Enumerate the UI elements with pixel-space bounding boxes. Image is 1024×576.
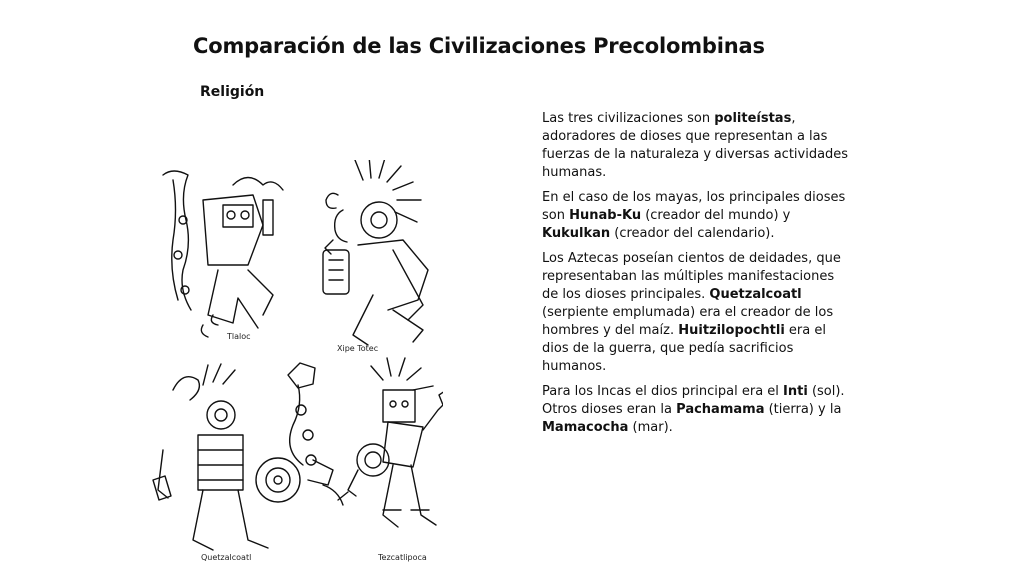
text-run: (serpiente emplumada) era el creador de los hombres y del maíz.: [542, 305, 834, 338]
slide-title: Comparación de las Civilizaciones Precolombinas: [193, 34, 765, 58]
text-run: (sol). Otros dioses eran la: [542, 384, 845, 417]
religion-text-column: [542, 110, 852, 444]
text-run: (mar).: [628, 420, 673, 435]
text-run: Para los Incas el dios principal era el: [542, 384, 784, 399]
text-run: (tierra) y la: [764, 402, 842, 417]
xipe-totec-figure: [323, 160, 428, 345]
deities-drawing: [143, 160, 443, 570]
quetzalcoatl-figure: [153, 363, 348, 550]
paragraph-mayas: [542, 189, 852, 243]
text-bold: Inti: [783, 384, 808, 399]
text-bold: Quetzalcoatl: [709, 287, 802, 302]
text-run: (creador del calendario).: [610, 226, 775, 241]
text-bold: Mamacocha: [542, 420, 629, 435]
text-run: , adoradores de dioses que representan a las fuerzas de la naturaleza y diversas actividades humanas.: [542, 111, 849, 180]
text-bold: Kukulkan: [542, 226, 611, 241]
caption-xipe-totec: Xipe Totec: [337, 344, 379, 353]
caption-quetzalcoatl: Quetzalcoatl: [201, 553, 252, 562]
tezcatlipoca-figure: [348, 358, 443, 527]
text-run: En el caso de los mayas, los principales dioses son: [542, 190, 846, 223]
text-run: (creador del mundo) y: [641, 208, 791, 223]
text-bold: Hunab-Ku: [569, 208, 642, 223]
text-run: Los Aztecas poseían cientos de deidades, que representaban las múltiples manifestaciones de los dioses principales.: [542, 251, 841, 302]
text-run: Las tres civilizaciones son: [542, 111, 715, 126]
text-bold: Pachamama: [676, 402, 765, 417]
paragraph-aztecas: [542, 250, 852, 376]
paragraph-incas: [542, 383, 852, 437]
caption-tlaloc: Tlaloc: [227, 332, 251, 341]
text-bold: Huitzilopochtli: [678, 323, 785, 338]
tlaloc-figure: [163, 171, 283, 337]
text-bold: politeístas: [714, 111, 792, 126]
paragraph-politeistas: [542, 110, 852, 182]
section-subtitle: Religión: [200, 84, 265, 100]
caption-tezcatlipoca: Tezcatlipoca: [378, 553, 427, 562]
deities-illustration: [143, 160, 443, 570]
text-run: era el dios de la guerra, que pedía sacrificios humanos.: [542, 323, 826, 374]
